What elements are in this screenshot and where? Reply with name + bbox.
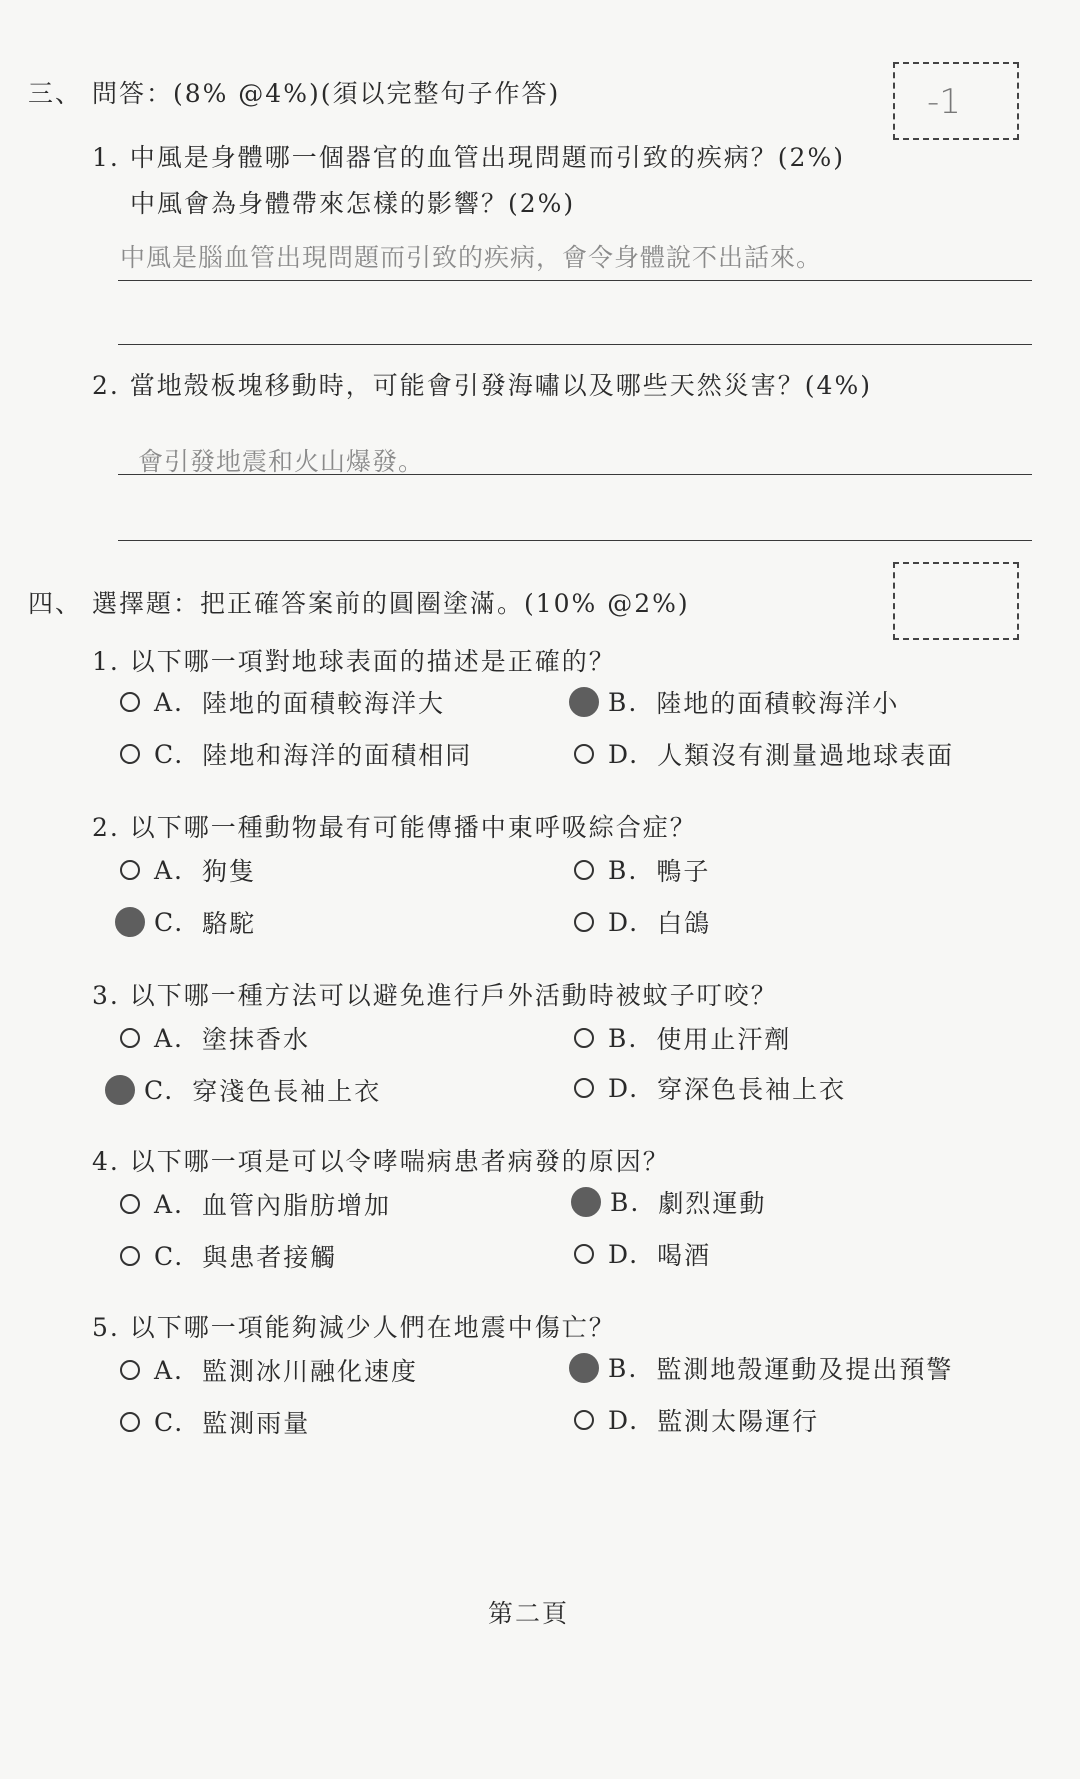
option-letter: B. (608, 1353, 639, 1383)
option-letter: A. (154, 855, 185, 885)
s4-q4-option-b[interactable] (576, 1184, 766, 1220)
option-text: 監測雨量 (202, 1409, 311, 1438)
section4-title: 四、 選擇題：把正確答案前的圓圈塗滿。(10% @2%) (28, 589, 690, 618)
option-letter: B. (608, 1023, 639, 1053)
s3-q2-answer-line-1 (118, 474, 1032, 475)
s4-q2-option-d[interactable] (574, 904, 711, 940)
option-text: 塗抹香水 (202, 1025, 311, 1054)
s4-q1-option-d[interactable] (574, 736, 954, 772)
option-text: 人類沒有測量過地球表面 (657, 741, 955, 770)
s4-q5-stem: 5. 以下哪一項能夠減少人們在地震中傷亡？ (92, 1313, 616, 1342)
option-text: 駱駝 (202, 909, 257, 938)
radio-circle-icon[interactable] (574, 1078, 594, 1098)
s3-q2-answer[interactable]: 會引發地震和火山爆發。 (138, 447, 425, 476)
s4-q5-option-b[interactable] (574, 1350, 953, 1386)
s4-q1-option-c[interactable] (120, 736, 472, 772)
option-text: 狗隻 (202, 857, 257, 886)
option-letter: C. (154, 1241, 185, 1271)
radio-filled-icon[interactable] (571, 1187, 601, 1217)
s4-q3-stem: 3. 以下哪一種方法可以避免進行戶外活動時被蚊子叮咬？ (92, 981, 778, 1010)
page-number: 第二頁 (488, 1599, 570, 1628)
s3-q1-answer-line-1 (118, 280, 1032, 281)
s3-q1-line2: 中風會為身體帶來怎樣的影響？(2%) (130, 189, 576, 218)
s3-q2-line1: 2. 當地殼板塊移動時，可能會引發海嘯以及哪些天然災害？(4%) (92, 371, 872, 400)
s4-q3-option-a[interactable] (120, 1020, 310, 1056)
radio-circle-icon[interactable] (574, 1028, 594, 1048)
radio-circle-icon[interactable] (574, 1244, 594, 1264)
s3-q1-answer[interactable]: 中風是腦血管出現問題而引致的疾病，會令身體說不出話來。 (120, 243, 823, 272)
radio-filled-icon[interactable] (569, 687, 599, 717)
s4-q1-option-a[interactable] (120, 684, 445, 720)
radio-circle-icon[interactable] (120, 1412, 140, 1432)
s4-q2-option-c[interactable] (120, 904, 256, 940)
option-text: 與患者接觸 (202, 1243, 338, 1272)
option-letter: D. (608, 1405, 640, 1435)
s4-q1-stem: 1. 以下哪一項對地球表面的描述是正確的？ (92, 647, 616, 676)
s4-q2-option-a[interactable] (120, 852, 256, 888)
s4-q3-option-b[interactable] (574, 1020, 791, 1056)
radio-circle-icon[interactable] (574, 912, 594, 932)
option-letter: D. (608, 739, 640, 769)
option-letter: C. (154, 1407, 185, 1437)
option-text: 陸地的面積較海洋小 (656, 689, 900, 718)
radio-circle-icon[interactable] (120, 744, 140, 764)
s4-q3-option-c[interactable] (110, 1072, 381, 1108)
option-letter: A. (154, 1023, 185, 1053)
radio-filled-icon[interactable] (105, 1075, 135, 1105)
option-letter: A. (154, 1189, 185, 1219)
option-text: 血管內脂肪增加 (202, 1191, 392, 1220)
s4-q2-option-b[interactable] (574, 852, 710, 888)
section3-score-mark: -1 (927, 82, 961, 122)
option-text: 白鴿 (657, 909, 712, 938)
s4-q3-option-d[interactable] (574, 1070, 846, 1106)
radio-circle-icon[interactable] (120, 860, 140, 880)
option-text: 監測太陽運行 (657, 1407, 820, 1436)
option-letter: B. (608, 855, 639, 885)
s4-q4-stem: 4. 以下哪一項是可以令哮喘病患者病發的原因？ (92, 1147, 670, 1176)
s4-q1-option-b[interactable] (574, 684, 899, 720)
option-text: 監測冰川融化速度 (202, 1357, 419, 1386)
option-letter: D. (608, 1239, 640, 1269)
option-text: 使用止汗劑 (656, 1025, 792, 1054)
option-letter: C. (154, 907, 185, 937)
radio-circle-icon[interactable] (574, 744, 594, 764)
section3-score-box (893, 62, 1019, 140)
option-text: 穿深色長袖上衣 (657, 1075, 847, 1104)
s4-q5-option-d[interactable] (574, 1402, 819, 1438)
option-text: 鴨子 (656, 857, 711, 886)
s4-q4-option-d[interactable] (574, 1236, 711, 1272)
s3-q2-answer-line-2 (118, 540, 1032, 541)
radio-circle-icon[interactable] (120, 1360, 140, 1380)
radio-filled-icon[interactable] (569, 1353, 599, 1383)
radio-circle-icon[interactable] (120, 1194, 140, 1214)
radio-circle-icon[interactable] (574, 860, 594, 880)
option-text: 劇烈運動 (658, 1189, 767, 1218)
s4-q2-stem: 2. 以下哪一種動物最有可能傳播中東呼吸綜合症？ (92, 813, 697, 842)
s4-q4-option-a[interactable] (120, 1186, 391, 1222)
option-letter: B. (608, 687, 639, 717)
option-text: 喝酒 (657, 1241, 712, 1270)
option-letter: D. (608, 907, 640, 937)
s4-q5-option-c[interactable] (120, 1404, 310, 1440)
radio-circle-icon[interactable] (120, 1246, 140, 1266)
option-text: 陸地和海洋的面積相同 (202, 741, 473, 770)
option-letter: B. (610, 1187, 641, 1217)
option-letter: C. (144, 1075, 175, 1105)
s4-q5-option-a[interactable] (120, 1352, 418, 1388)
option-letter: C. (154, 739, 185, 769)
option-text: 穿淺色長袖上衣 (192, 1077, 382, 1106)
option-letter: A. (154, 687, 185, 717)
s3-q1-answer-line-2 (118, 344, 1032, 345)
radio-circle-icon[interactable] (120, 692, 140, 712)
s4-q4-option-c[interactable] (120, 1238, 337, 1274)
radio-filled-icon[interactable] (115, 907, 145, 937)
s3-q1-line1: 1. 中風是身體哪一個器官的血管出現問題而引致的疾病？(2%) (92, 143, 845, 172)
section4-score-box (893, 562, 1019, 640)
option-text: 監測地殼運動及提出預警 (656, 1355, 954, 1384)
option-letter: D. (608, 1073, 640, 1103)
section3-title: 三、 問答：(8% @4%)(須以完整句子作答) (28, 79, 561, 108)
option-text: 陸地的面積較海洋大 (202, 689, 446, 718)
radio-circle-icon[interactable] (574, 1410, 594, 1430)
option-letter: A. (154, 1355, 185, 1385)
radio-circle-icon[interactable] (120, 1028, 140, 1048)
